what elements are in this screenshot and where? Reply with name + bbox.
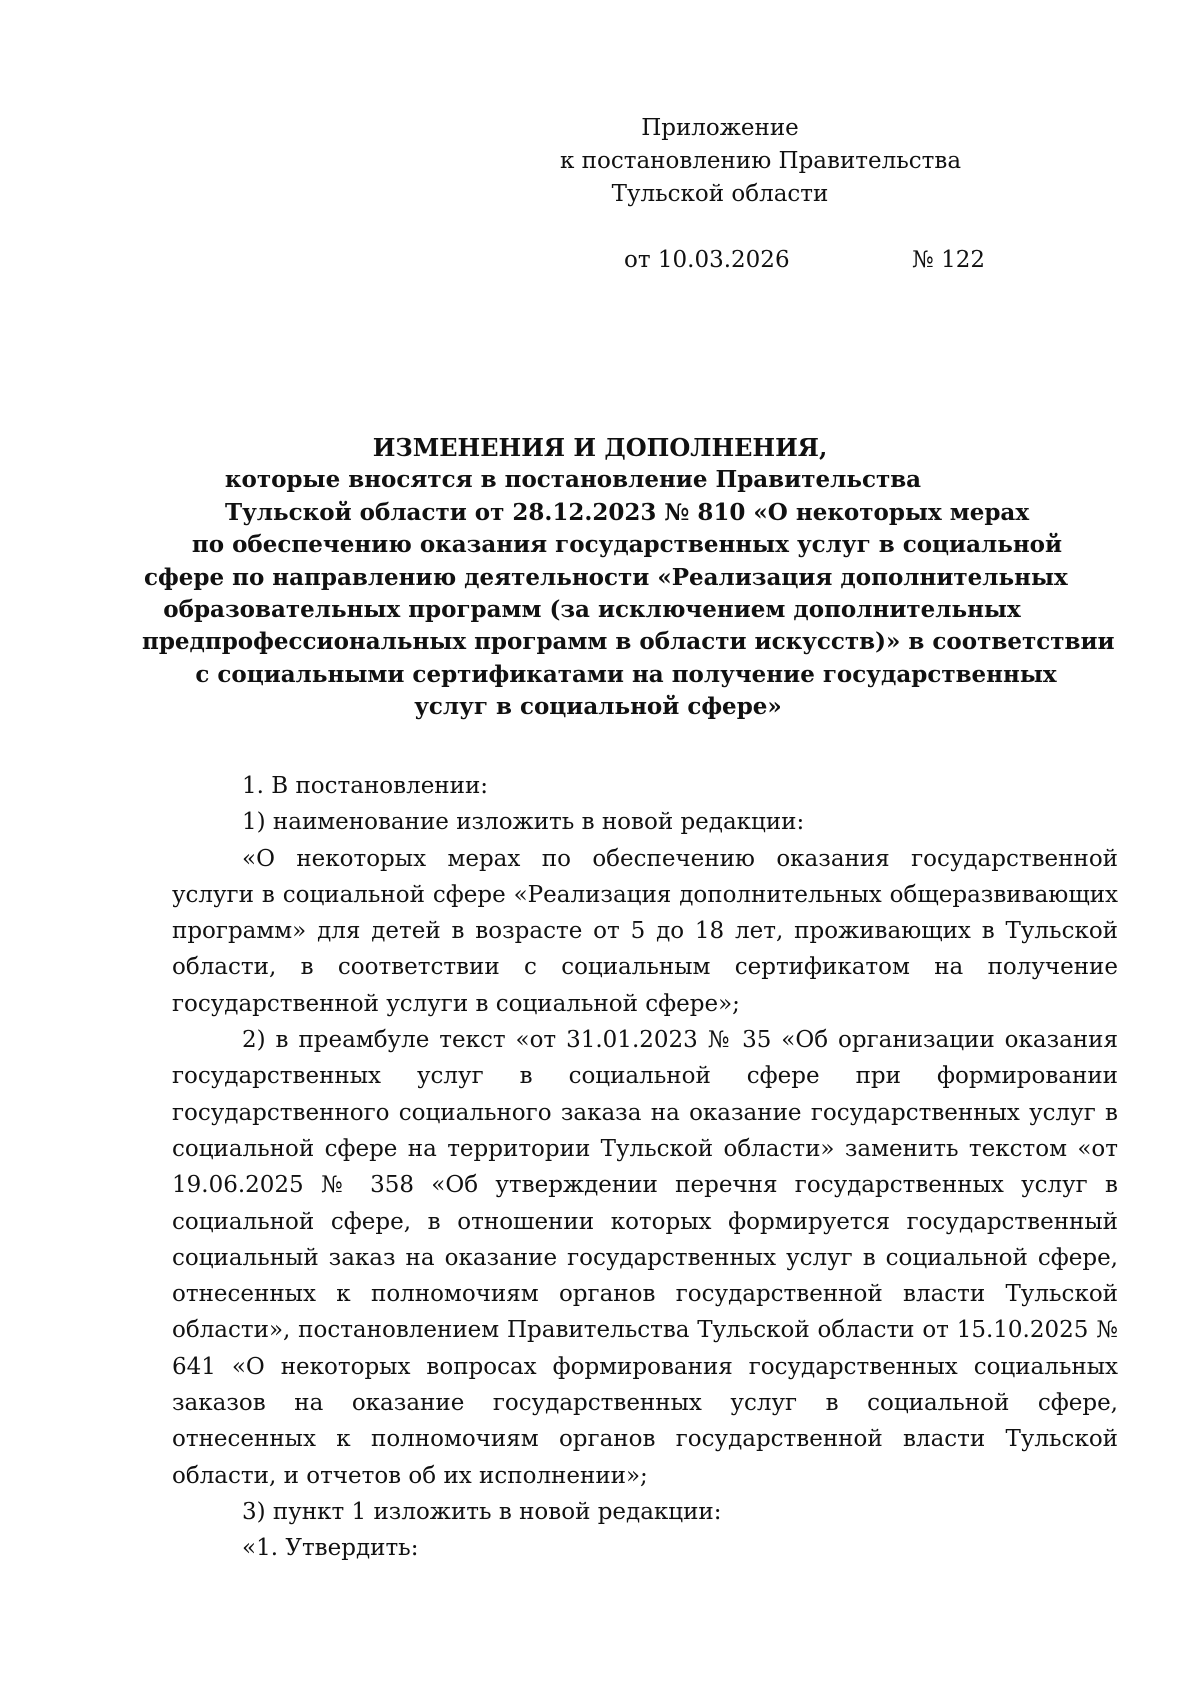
title-line: образовательных программ (за исключением дополнительных bbox=[163, 596, 1021, 624]
body-paragraph: 2) в преамбуле текст «от 31.01.2023 № 35 «Об организации оказания государственных услуг в социальной сфере при формировании государственного социального заказа на оказание государственных услуг в социальной сфере на территории Тульской области» заменить текстом «от 19.06.2025 № 358 «Об утверждении перечня государственных услуг в социальной сфере, в отношении которых формируется государственный социальный заказ на оказание государственных услуг в социальной сфере, отнесенных к полномочиям органов государственной власти Тульской области», постановлением Правительства Тульской области от 15.10.2025 № 641 «О некоторых вопросах формирования государственных социальных заказов на оказание государственных услуг в социальной сфере, отнесенных к полномочиям органов государственной власти Тульской области, и отчетов об их исполнении»; bbox=[172, 1027, 1118, 1489]
title-line: услуг в социальной сфере» bbox=[414, 693, 782, 721]
document-title bbox=[142, 432, 1115, 724]
title-line: предпрофессиональных программ в области искусств)» в соответствии bbox=[142, 628, 1115, 656]
body-paragraph: 1) наименование изложить в новой редакции: bbox=[242, 809, 805, 836]
appendix-line-2: к постановлению Правительства bbox=[560, 148, 962, 174]
body-paragraph: 1. В постановлении: bbox=[242, 773, 489, 799]
title-line: сфере по направлению деятельности «Реализация дополнительных bbox=[144, 563, 1068, 591]
decree-number: № 122 bbox=[912, 247, 985, 273]
body-paragraph: 3) пункт 1 изложить в новой редакции: bbox=[242, 1498, 722, 1525]
appendix-line-3: Тульской области bbox=[611, 181, 829, 207]
title-line: Тульской области от 28.12.2023 № 810 «О некоторых мерах bbox=[224, 498, 1030, 526]
title-main: ИЗМЕНЕНИЯ И ДОПОЛНЕНИЯ, bbox=[372, 433, 828, 462]
title-line: с социальными сертификатами на получение государственных bbox=[195, 660, 1057, 688]
appendix-header bbox=[560, 112, 962, 211]
appendix-line-1: Приложение bbox=[641, 115, 799, 141]
decree-date-number bbox=[624, 244, 984, 277]
decree-date: от 10.03.2026 bbox=[624, 247, 790, 273]
body-paragraph: «1. Утвердить: bbox=[242, 1535, 419, 1562]
title-line: которые вносятся в постановление Правительства bbox=[224, 466, 922, 494]
title-line: по обеспечению оказания государственных услуг в социальной bbox=[191, 531, 1063, 559]
body-paragraph: «О некоторых мерах по обеспечению оказания государственной услуги в социальной сфере «Реализация дополнительных общеразвивающих программ» для детей в возрасте от 5 до 18 лет, проживающих в Тульской области, в соответствии с социальным сертификатом на получение государственной услуги в социальной сфере»; bbox=[172, 845, 1118, 1017]
document-body bbox=[172, 768, 1118, 1567]
